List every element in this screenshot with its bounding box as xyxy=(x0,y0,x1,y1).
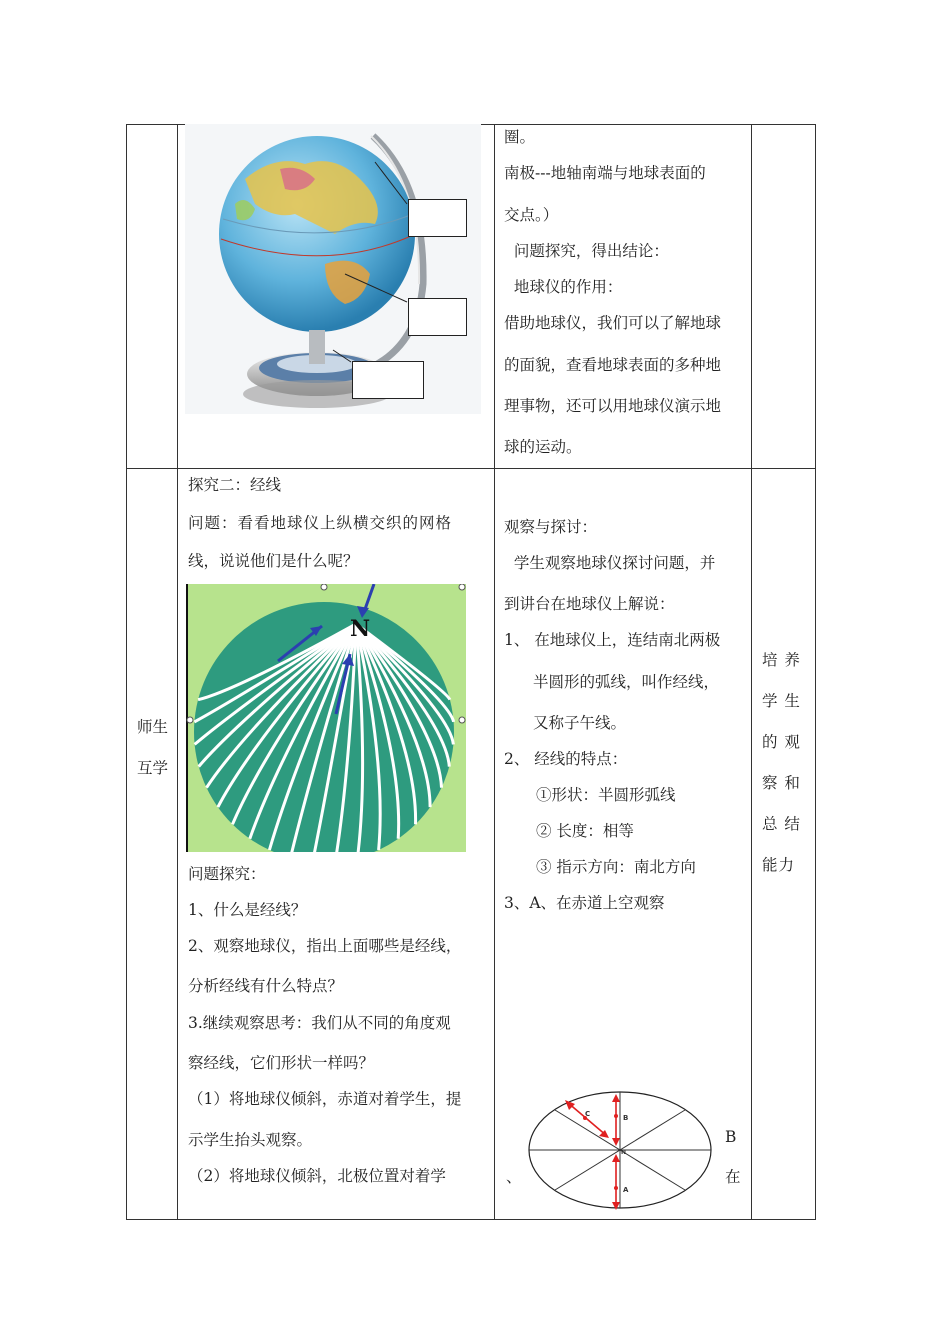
row2-label-line-1: 师生 xyxy=(137,718,169,736)
left-after-line-4: 分析经线有什么特点？ xyxy=(188,977,344,995)
table-right-border xyxy=(815,124,816,1220)
row2-label-line-2: 互学 xyxy=(137,759,169,777)
mid-line-3: 到讲台在地球仪上解说： xyxy=(504,595,675,613)
row1-text-line-3: 交点。） xyxy=(504,206,559,224)
question-line-1: 问题：看看地球仪上纵横交织的网格 xyxy=(188,514,453,532)
label-blank-box-3 xyxy=(352,361,424,399)
mid-tail-zai: 在 xyxy=(725,1168,741,1186)
diagram-label-b: B xyxy=(623,1114,629,1122)
row1-text-line-2: 南极---地轴南端与地球表面的 xyxy=(504,164,706,182)
globe-image xyxy=(185,124,481,414)
table-left-border xyxy=(126,124,127,1220)
mid-line-11: 3、A、在赤道上空观察 xyxy=(504,894,665,912)
left-after-line-2: 1、什么是经线？ xyxy=(188,901,307,919)
left-after-line-8: 示学生抬头观察。 xyxy=(188,1131,313,1149)
row1-text-line-1: 圈。 xyxy=(504,128,536,146)
mid-line-9: ② 长度：相等 xyxy=(536,822,634,840)
mid-line-5: 半圆形的弧线，叫作经线， xyxy=(533,673,720,691)
diagram-label-c: C xyxy=(585,1110,591,1118)
table-bottom-border xyxy=(126,1219,816,1220)
mid-tail-b: B xyxy=(725,1128,737,1146)
left-after-line-1: 问题探究： xyxy=(188,865,266,883)
mid-line-10: ③ 指示方向：南北方向 xyxy=(536,858,696,876)
teaching-goal: 培 养 学 生 的 观 察 和 总 结 能力 xyxy=(762,651,801,874)
row1-text-line-8: 理事物，还可以用地球仪演示地 xyxy=(504,397,722,415)
label-blank-box-2 xyxy=(408,298,467,336)
row1-text-line-5: 地球仪的作用： xyxy=(504,278,623,296)
meridian-globe-image xyxy=(184,584,468,852)
row1-text-line-4: 问题探究，得出结论： xyxy=(504,242,669,260)
col-divider-1 xyxy=(177,124,178,1220)
mid-tail-comma: 、 xyxy=(506,1168,522,1186)
left-after-line-5: 3.继续观察思考：我们从不同的角度观 xyxy=(188,1014,451,1032)
row1-text-line-7: 的面貌，查看地球表面的多种地 xyxy=(504,356,722,374)
mid-line-4: 1、 在地球仪上，连结南北两极 xyxy=(504,631,721,649)
mid-line-1: 观察与探讨： xyxy=(504,518,598,536)
section-title: 探究二：经线 xyxy=(188,476,282,494)
question-line-2: 线，说说他们是什么呢？ xyxy=(188,552,359,570)
pole-label-n: N xyxy=(349,616,371,642)
mid-line-7: 2、 经线的特点： xyxy=(504,750,628,768)
col-divider-2 xyxy=(494,124,495,1220)
col-divider-3 xyxy=(751,124,752,1220)
left-after-line-9: （2）将地球仪倾斜，北极位置对着学 xyxy=(188,1167,446,1185)
row1-text-line-9: 球的运动。 xyxy=(504,438,582,456)
left-after-line-7: （1）将地球仪倾斜，赤道对着学生，提 xyxy=(188,1090,462,1108)
label-blank-box-1 xyxy=(408,199,467,237)
row-divider xyxy=(126,468,816,469)
mid-line-8: ①形状：半圆形弧线 xyxy=(536,786,676,804)
mid-line-2: 学生观察地球仪探讨问题，并 xyxy=(504,554,716,572)
left-after-line-6: 察经线，它们形状一样吗？ xyxy=(188,1054,375,1072)
observation-diagram xyxy=(525,1088,715,1218)
diagram-label-n: N xyxy=(621,1149,627,1156)
mid-line-6: 又称子午线。 xyxy=(533,714,627,732)
left-after-line-3: 2、观察地球仪，指出上面哪些是经线， xyxy=(188,937,462,955)
diagram-label-a: A xyxy=(623,1186,629,1194)
row1-text-line-6: 借助地球仪，我们可以了解地球 xyxy=(504,314,722,332)
